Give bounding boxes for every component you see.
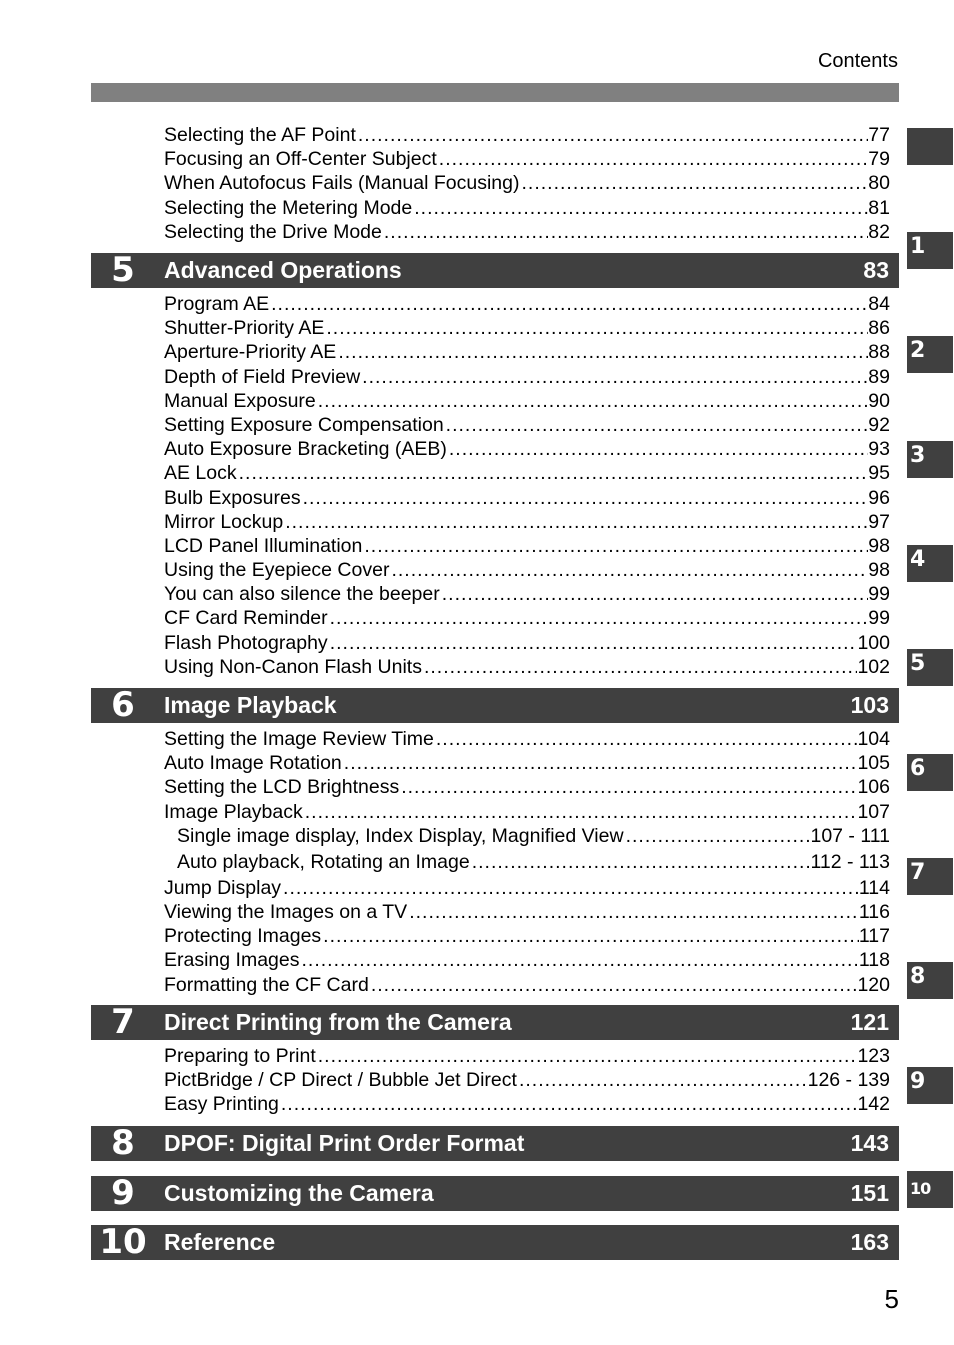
chapter-title: Advanced Operations xyxy=(164,257,402,283)
side-tab-number: 6 xyxy=(910,756,926,781)
toc-entry[interactable] xyxy=(164,655,890,679)
header-section-label: Contents xyxy=(817,50,898,72)
toc-entry-page: 123 xyxy=(857,1045,890,1067)
chapter-number: 8 xyxy=(111,1123,135,1163)
side-tab-number: 7 xyxy=(910,860,926,885)
chapter-number: 10 xyxy=(99,1222,147,1262)
side-tab-number: 10 xyxy=(910,1179,931,1198)
side-tab-number: 4 xyxy=(910,547,926,572)
dot-leader xyxy=(283,510,868,534)
dot-leader xyxy=(624,824,811,848)
dot-leader xyxy=(520,171,869,195)
toc-entry[interactable] xyxy=(164,582,890,606)
toc-entry-title: Flash Photography xyxy=(164,631,328,654)
dot-leader xyxy=(434,727,858,751)
dot-leader xyxy=(356,123,868,147)
toc-entry-page: 112 - 113 xyxy=(810,850,890,873)
toc-entry-page: 92 xyxy=(868,413,890,436)
dot-leader xyxy=(279,1092,858,1116)
dot-leader xyxy=(440,582,869,606)
toc-entry-title: Setting Exposure Compensation xyxy=(164,413,444,436)
dot-leader xyxy=(281,876,859,900)
toc-entry-title: Mirror Lockup xyxy=(164,510,284,533)
side-tab-9[interactable] xyxy=(907,1067,953,1104)
toc-entry-title: When Autofocus Fails (Manual Focusing) xyxy=(164,172,520,195)
chapter-page: 103 xyxy=(850,692,889,718)
side-tab-number: 5 xyxy=(910,651,926,676)
toc-entry-page: 99 xyxy=(868,607,890,630)
chapter-page: 121 xyxy=(850,1009,889,1035)
chapter-title: Image Playback xyxy=(164,692,337,718)
toc-entry[interactable] xyxy=(164,510,890,534)
side-tab-7[interactable] xyxy=(907,858,953,895)
toc-entry-title: LCD Panel Illumination xyxy=(164,534,363,557)
toc-entry-page: 105 xyxy=(857,752,890,775)
toc-group-ch6 xyxy=(164,727,890,997)
toc-entry-title: Setting the Image Review Time xyxy=(164,728,434,750)
dot-leader xyxy=(444,413,869,437)
toc-entry[interactable] xyxy=(164,534,890,558)
toc-entry[interactable] xyxy=(164,147,890,171)
toc-entry-title: Focusing an Off-Center Subject xyxy=(164,148,437,171)
toc-entry[interactable] xyxy=(164,1044,890,1068)
dot-leader xyxy=(299,948,858,972)
toc-entry-page: 107 xyxy=(857,800,890,823)
toc-entry-page: 89 xyxy=(868,365,890,388)
toc-entry-page: 81 xyxy=(868,196,890,219)
side-tab-number: 3 xyxy=(910,443,926,468)
toc-entry-title: Selecting the AF Point xyxy=(164,124,356,146)
toc-entry-page: 98 xyxy=(868,559,890,582)
dot-leader xyxy=(407,900,859,924)
toc-entry-title: Single image display, Index Display, Magnified View xyxy=(177,824,624,847)
toc-entry[interactable] xyxy=(164,973,890,997)
toc-entry[interactable] xyxy=(164,775,890,799)
toc-entry[interactable] xyxy=(164,900,890,924)
dot-leader xyxy=(412,196,868,220)
dot-leader xyxy=(328,606,869,630)
toc-entry-title: CF Card Reminder xyxy=(164,607,328,630)
toc-entry-page: 86 xyxy=(868,317,890,340)
dot-leader xyxy=(237,461,869,485)
chapter-header-10[interactable] xyxy=(91,1222,899,1262)
toc-entry[interactable] xyxy=(164,800,890,824)
toc-entry-title: Auto playback, Rotating an Image xyxy=(177,850,470,873)
toc-entry-page: 100 xyxy=(857,631,890,654)
toc-entry-page: 96 xyxy=(868,486,890,509)
dot-leader xyxy=(517,1068,808,1092)
toc-entry-title: PictBridge / CP Direct / Bubble Jet Direct xyxy=(164,1069,517,1092)
toc-entry[interactable] xyxy=(164,876,890,900)
side-tab-6[interactable] xyxy=(907,754,953,791)
dot-leader xyxy=(360,365,868,389)
toc-entry-page: 77 xyxy=(868,124,890,146)
toc-entry-page: 107 - 111 xyxy=(810,824,890,847)
chapter-number: 6 xyxy=(111,685,135,725)
toc-entry-title: Protecting Images xyxy=(164,925,322,948)
toc-entry-title: Preparing to Print xyxy=(164,1045,316,1067)
toc-entry-page: 117 xyxy=(858,925,890,948)
toc-entry[interactable] xyxy=(164,316,890,340)
dot-leader xyxy=(382,220,868,244)
toc-entry-page: 142 xyxy=(857,1093,890,1116)
toc-entry-title: Aperture-Priority AE xyxy=(164,341,337,364)
toc-entry-page: 98 xyxy=(868,534,890,557)
toc-entry[interactable] xyxy=(164,171,890,195)
side-tab-1[interactable] xyxy=(907,232,953,269)
toc-entry-page: 93 xyxy=(868,438,890,461)
toc-entry[interactable] xyxy=(164,123,890,147)
side-tab-number: 8 xyxy=(910,964,926,989)
chapter-header-5[interactable] xyxy=(91,250,899,290)
toc-entry[interactable] xyxy=(164,558,890,582)
toc-entry-title: Setting the LCD Brightness xyxy=(164,776,400,799)
side-tab-2[interactable] xyxy=(907,336,953,373)
toc-entry-title: Bulb Exposures xyxy=(164,486,301,509)
toc-entry-page: 80 xyxy=(868,172,890,195)
toc-group-ch5 xyxy=(164,292,890,679)
dot-leader xyxy=(303,800,858,824)
toc-entry-title: Image Playback xyxy=(164,800,303,823)
chapter-header-9[interactable] xyxy=(91,1173,899,1213)
chapter-number: 7 xyxy=(111,1002,135,1042)
toc-entry-title: Jump Display xyxy=(164,876,282,899)
dot-leader xyxy=(447,437,868,461)
toc-entry[interactable] xyxy=(164,365,890,389)
toc-entry-page: 126 - 139 xyxy=(807,1069,890,1092)
toc-group-ch4-continued xyxy=(164,123,890,244)
side-tab-number: 9 xyxy=(910,1069,926,1094)
dot-leader xyxy=(324,316,868,340)
toc-entry-title: AE Lock xyxy=(164,462,237,485)
toc-entry-page: 104 xyxy=(857,728,890,750)
page-number: 5 xyxy=(884,1284,899,1314)
toc-entry-title: You can also silence the beeper xyxy=(164,583,440,606)
dot-leader xyxy=(369,973,858,997)
toc-entry[interactable] xyxy=(164,948,890,972)
toc-entry-title: Selecting the Drive Mode xyxy=(164,220,382,243)
header-divider-bar xyxy=(91,83,899,102)
toc-entry[interactable] xyxy=(164,461,890,485)
toc-entry[interactable] xyxy=(164,340,890,364)
toc-entry-page: 120 xyxy=(857,973,890,996)
dot-leader xyxy=(269,292,868,316)
toc-entry[interactable] xyxy=(164,292,890,316)
toc-entry-title: Program AE xyxy=(164,293,270,315)
toc-entry-title: Using Non-Canon Flash Units xyxy=(164,655,422,678)
toc-entry-title: Auto Exposure Bracketing (AEB) xyxy=(164,438,447,461)
dot-leader xyxy=(470,850,811,874)
toc-entry-page: 79 xyxy=(868,148,890,171)
toc-subentry[interactable] xyxy=(164,850,890,876)
toc-entry-page: 97 xyxy=(868,510,890,533)
side-tab-10[interactable] xyxy=(907,1171,953,1208)
toc-entry-title: Auto Image Rotation xyxy=(164,752,342,775)
chapter-page: 83 xyxy=(863,257,889,283)
toc-subentry[interactable] xyxy=(164,824,890,850)
chapter-number: 5 xyxy=(111,250,135,290)
toc-entry-page: 82 xyxy=(868,220,890,243)
toc-entry-title: Shutter-Priority AE xyxy=(164,317,325,340)
chapter-page: 151 xyxy=(850,1180,889,1206)
toc-entry-page: 88 xyxy=(868,341,890,364)
toc-entry[interactable] xyxy=(164,486,890,510)
toc-entry[interactable] xyxy=(164,924,890,948)
toc-entry-page: 118 xyxy=(858,949,890,972)
side-tab-8[interactable] xyxy=(907,962,953,999)
chapter-header-8[interactable] xyxy=(91,1123,899,1163)
side-tab-number: 1 xyxy=(910,234,926,259)
dot-leader xyxy=(301,486,869,510)
toc-entry-page: 84 xyxy=(868,293,890,315)
chapter-page: 163 xyxy=(850,1229,889,1255)
toc-entry[interactable] xyxy=(164,413,890,437)
chapter-title: DPOF: Digital Print Order Format xyxy=(164,1130,525,1156)
dot-leader xyxy=(328,631,858,655)
toc-entry-title: Formatting the CF Card xyxy=(164,973,369,996)
toc-entry-page: 114 xyxy=(858,876,890,899)
toc-entry-page: 106 xyxy=(857,776,890,799)
side-tab-blank[interactable] xyxy=(907,128,953,165)
chapter-title: Customizing the Camera xyxy=(164,1180,434,1206)
chapter-title: Direct Printing from the Camera xyxy=(164,1009,512,1035)
toc-entry-title: Viewing the Images on a TV xyxy=(164,900,408,923)
toc-entry[interactable] xyxy=(164,631,890,655)
toc-entry[interactable] xyxy=(164,389,890,413)
chapter-page: 143 xyxy=(850,1130,889,1156)
toc-entry[interactable] xyxy=(164,437,890,461)
dot-leader xyxy=(437,147,869,171)
dot-leader xyxy=(422,655,858,679)
toc-entry[interactable] xyxy=(164,727,890,751)
toc-entry-title: Erasing Images xyxy=(164,949,300,972)
dot-leader xyxy=(316,1044,858,1068)
dot-leader xyxy=(321,924,859,948)
toc-entry-page: 90 xyxy=(868,389,890,412)
chapter-number: 9 xyxy=(111,1173,135,1213)
toc-entry-title: Manual Exposure xyxy=(164,389,316,412)
dot-leader xyxy=(362,534,868,558)
toc-entry[interactable] xyxy=(164,606,890,630)
toc-entry[interactable] xyxy=(164,1068,890,1092)
dot-leader xyxy=(316,389,869,413)
toc-entry-page: 95 xyxy=(868,462,890,485)
toc-entry-page: 102 xyxy=(857,655,890,678)
toc-entry-title: Selecting the Metering Mode xyxy=(164,196,413,219)
toc-entry-page: 116 xyxy=(858,900,890,923)
dot-leader xyxy=(342,751,858,775)
chapter-header-7[interactable] xyxy=(91,1002,899,1042)
side-tab-5[interactable] xyxy=(907,649,953,686)
dot-leader xyxy=(336,340,868,364)
side-tab-4[interactable] xyxy=(907,545,953,582)
side-tab-3[interactable] xyxy=(907,441,953,478)
toc-group-ch7 xyxy=(164,1044,890,1117)
chapter-header-6[interactable] xyxy=(91,685,899,725)
toc-entry-title: Using the Eyepiece Cover xyxy=(164,559,390,582)
toc-entry[interactable] xyxy=(164,751,890,775)
toc-entry[interactable] xyxy=(164,1092,890,1116)
toc-entry-title: Easy Printing xyxy=(164,1093,279,1116)
side-tab-number: 2 xyxy=(910,338,926,363)
dot-leader xyxy=(399,775,857,799)
toc-entry[interactable] xyxy=(164,196,890,220)
toc-entry-page: 99 xyxy=(868,583,890,606)
chapter-title: Reference xyxy=(164,1229,276,1255)
dot-leader xyxy=(389,558,868,582)
toc-entry[interactable] xyxy=(164,220,890,244)
toc-entry-title: Depth of Field Preview xyxy=(164,365,361,388)
